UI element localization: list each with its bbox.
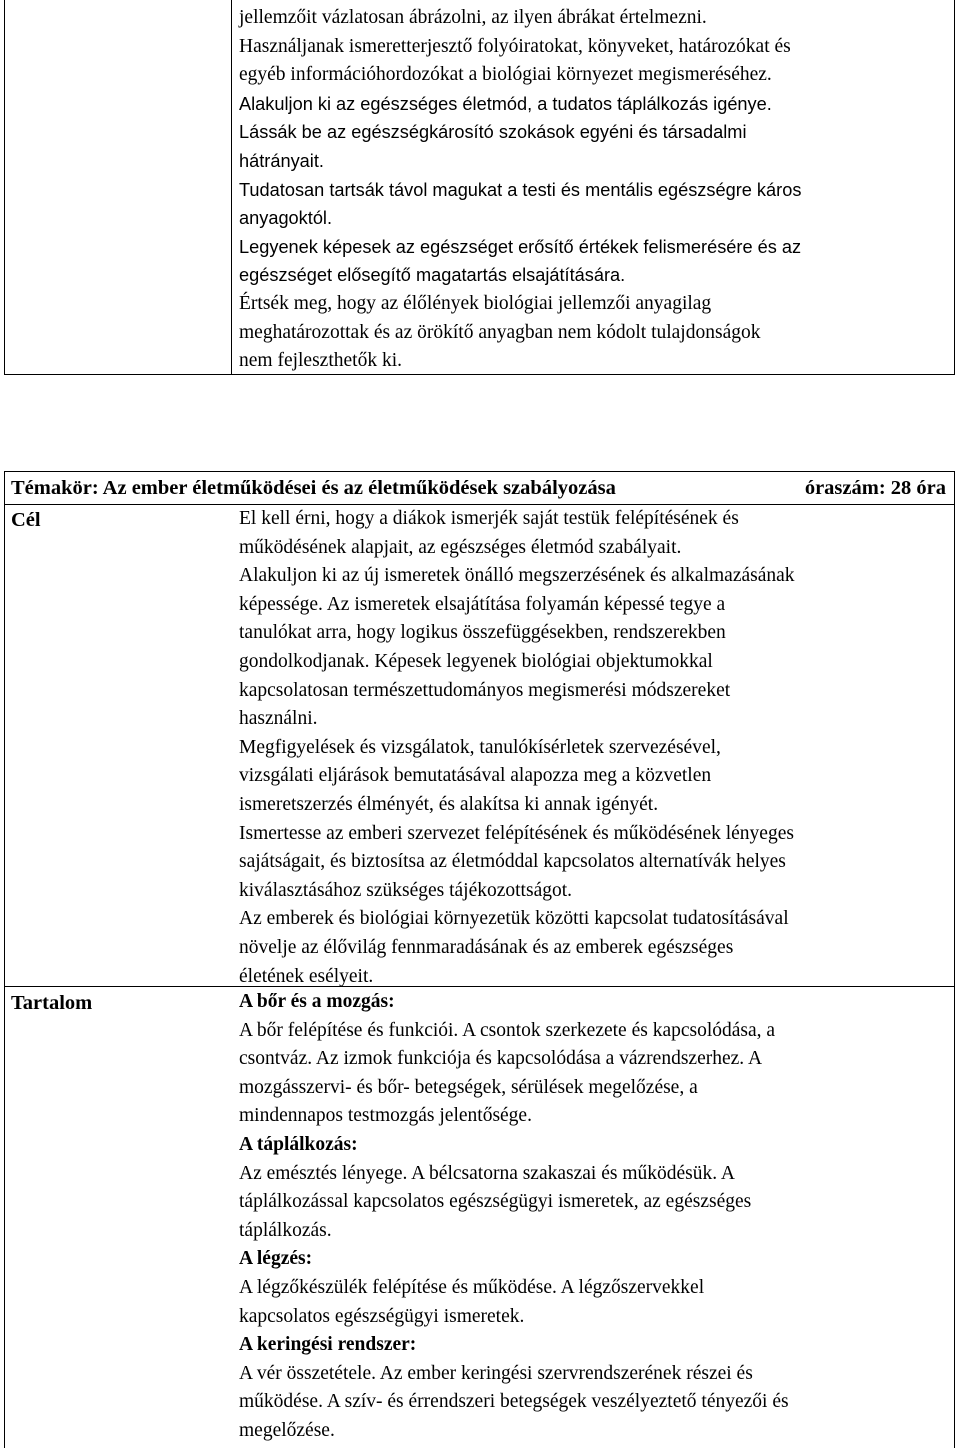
section-heading: A keringési rendszer: bbox=[239, 1334, 417, 1356]
text-line: Lássák be az egészségkárosító szokások egyéni és társadalmi bbox=[239, 122, 747, 143]
text-line: A vér összetétele. Az ember keringési szervrendszerének részei és bbox=[239, 1362, 753, 1384]
text-line: táplálkozás. bbox=[239, 1219, 332, 1241]
content-text bbox=[239, 988, 951, 1446]
text-line: A légzőkészülék felépítése és működése. A légzőszervekkel bbox=[239, 1276, 705, 1298]
text-line: tanulókat arra, hogy logikus összefüggésekben, rendszerekben bbox=[239, 622, 726, 644]
text-line: Legyenek képesek az egészséget erősítő értékek felismerésére és az bbox=[239, 236, 802, 257]
text-line: jellemzőit vázlatosan ábrázolni, az ilyen ábrákat értelmezni. bbox=[239, 7, 707, 28]
text-line: Az emberek és biológiai környezetük közötti kapcsolat tudatosításával bbox=[239, 908, 789, 930]
text-line: kapcsolatos egészségügyi ismeretek. bbox=[239, 1305, 525, 1327]
text-line: növelje az élővilág fennmaradásának és az emberek egészséges bbox=[239, 936, 734, 958]
text-line: El kell érni, hogy a diákok ismerjék saját testük felépítésének és bbox=[239, 508, 739, 529]
text-line: Alakuljon ki az új ismeretek önálló megszerzésének és alkalmazásának bbox=[239, 565, 795, 587]
text-line: kapcsolatosan természettudományos megismerési módszereket bbox=[239, 679, 731, 701]
text-line: mozgásszervi- és bőr- betegségek, sérülések megelőzése, a bbox=[239, 1076, 698, 1098]
goal-text bbox=[239, 505, 951, 991]
text-line: Alakuljon ki az egészséges életmód, a tudatos táplálkozás igénye. bbox=[239, 93, 772, 114]
topic-title: Témakör: Az ember életműködései és az életműködések szabályozása bbox=[11, 477, 616, 499]
text-line: sajátságait, és biztosítsa az életmóddal kapcsolatos alternatívák helyes bbox=[239, 851, 786, 873]
text-line: A bőr felépítése és funkciói. A csontok szerkezete és kapcsolódása, a bbox=[239, 1019, 776, 1041]
text-line: egyéb információhordozókat a biológiai környezet megismeréséhez. bbox=[239, 64, 772, 86]
text-line: csontváz. Az izmok funkciója és kapcsolódása a vázrendszerhez. A bbox=[239, 1048, 763, 1070]
text-line: Tudatosan tartsák távol magukat a testi és mentális egészségre káros bbox=[239, 179, 802, 200]
topic-hours: óraszám: 28 óra bbox=[804, 477, 946, 499]
section-heading: A táplálkozás: bbox=[239, 1133, 358, 1155]
text-line: kiválasztásához szükséges tájékozottságot. bbox=[239, 879, 573, 901]
row-divider bbox=[5, 986, 954, 987]
text-line: anyagoktól. bbox=[239, 208, 333, 229]
text-line: működése. A szív- és érrendszeri betegségek veszélyeztető tényezői és bbox=[239, 1391, 789, 1413]
objectives-text bbox=[239, 4, 951, 376]
column-divider bbox=[231, 0, 232, 374]
topic-header bbox=[5, 472, 954, 505]
text-line: gondolkodjanak. Képesek legyenek biológiai objektumokkal bbox=[239, 650, 713, 672]
section-heading: A bőr és a mozgás: bbox=[239, 991, 395, 1012]
text-line: működésének alapjait, az egészséges életmód szabályait. bbox=[239, 536, 682, 558]
text-line: meghatározottak és az örökítő anyagban nem kódolt tulajdonságok bbox=[239, 321, 761, 343]
text-line: ismeretszerzés élményét, és alakítsa ki annak igényét. bbox=[239, 793, 659, 815]
text-line: táplálkozással kapcsolatos egészségügyi ismeretek, az egészséges bbox=[239, 1191, 752, 1213]
text-line: vizsgálati eljárások bemutatásával alapozza meg a közvetlen bbox=[239, 765, 712, 787]
text-line: Megfigyelések és vizsgálatok, tanulókísérletek szervezésével, bbox=[239, 736, 721, 758]
topic-table bbox=[4, 471, 955, 1448]
text-line: egészséget elősegítő magatartás elsajátítására. bbox=[239, 265, 626, 286]
text-line: Az emésztés lényege. A bélcsatorna szakaszai és működésük. A bbox=[239, 1162, 736, 1184]
text-line: megelőzése. bbox=[239, 1419, 335, 1441]
content-label: Tartalom bbox=[11, 992, 93, 1014]
text-line: életének esélyeit. bbox=[239, 965, 374, 987]
goal-label: Cél bbox=[11, 509, 41, 531]
text-line: hátrányait. bbox=[239, 150, 324, 171]
text-line: Értsék meg, hogy az élőlények biológiai jellemzői anyagilag bbox=[239, 292, 712, 314]
text-line: képessége. Az ismeretek elsajátítása folyamán képessé tegye a bbox=[239, 593, 726, 615]
text-line: Használjanak ismeretterjesztő folyóiratokat, könyveket, határozókat és bbox=[239, 35, 791, 57]
text-line: Ismertesse az emberi szervezet felépítésének és működésének lényeges bbox=[239, 822, 794, 844]
text-line: használni. bbox=[239, 708, 318, 730]
text-line: nem fejleszthetők ki. bbox=[239, 350, 402, 372]
section-heading: A légzés: bbox=[239, 1248, 313, 1270]
text-line: mindennapos testmozgás jelentősége. bbox=[239, 1105, 532, 1127]
objectives-table-fragment bbox=[4, 0, 955, 375]
